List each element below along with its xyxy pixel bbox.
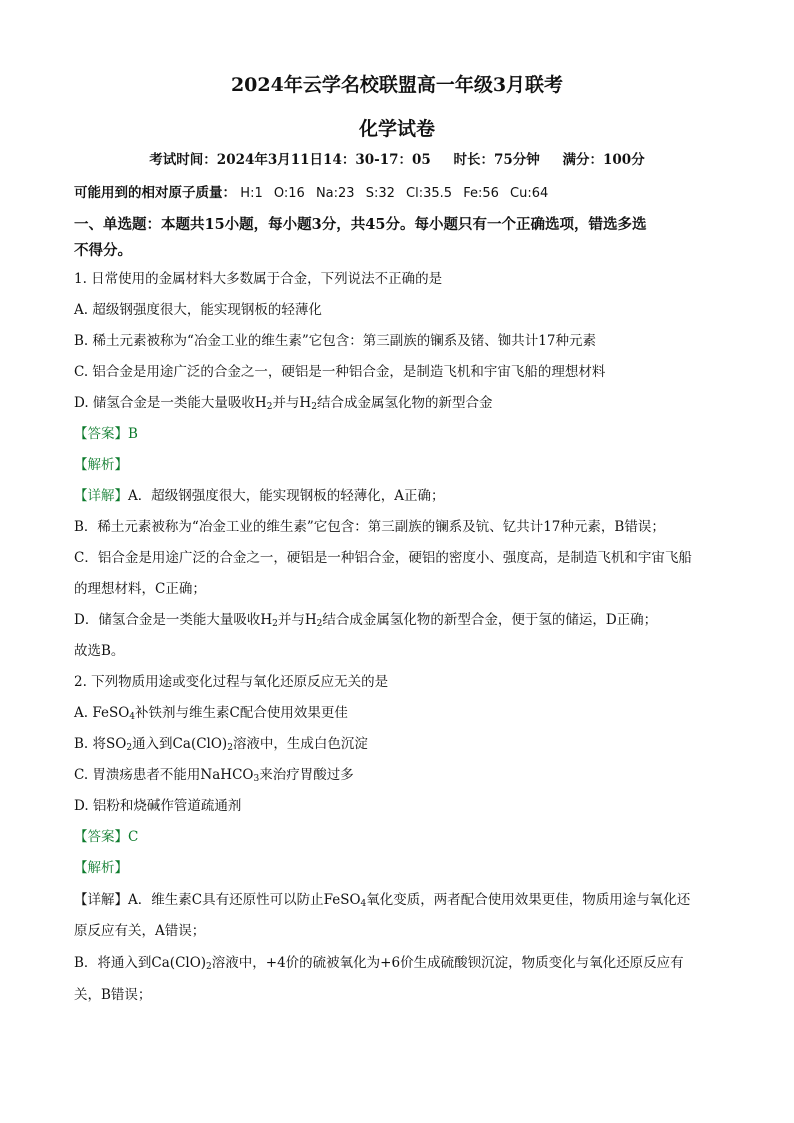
- question-1-option-d: [74, 391, 724, 411]
- question-2-detail-a: [74, 888, 724, 908]
- subscript: 3: [253, 774, 260, 784]
- text-segment: B．将通入到Ca(ClO): [74, 955, 207, 971]
- exam-duration: 时长：75分钟: [453, 152, 540, 168]
- atomic-mass-item: Cu:64: [510, 186, 549, 201]
- text-segment: 【详解】A．维生素C具有还原性可以防止FeSO: [74, 892, 361, 908]
- question-1-conclusion: 故选B。: [74, 643, 125, 659]
- atomic-mass-item: Fe:56: [463, 186, 499, 201]
- question-2-analysis-label: 【解析】: [74, 860, 128, 876]
- exam-time: 考试时间：2024年3月11日14：30-17：05: [149, 152, 431, 168]
- section-heading: 一、单选题：本题共15小题，每小题3分，共45分。每小题只有一个正确选项，错选多选: [74, 216, 647, 233]
- text-segment: 溶液中，+4价的硫被氧化为+6价生成硫酸钡沉淀，物质变化与氧化还原反应有: [211, 955, 684, 971]
- text-segment: D. 储氢合金是一类能大量吸收H: [74, 395, 267, 411]
- question-2-answer: 【答案】C: [74, 829, 139, 845]
- question-2-option-b: [74, 732, 724, 752]
- atomic-mass-item: O:16: [273, 186, 305, 201]
- question-1-detail-a: [74, 484, 724, 504]
- subscript: 2: [126, 743, 133, 753]
- question-1-detail-b: B．稀土元素被称为“冶金工业的维生素”它包含：第三副族的镧系及钪、钇共计17种元素，B错误；: [74, 519, 665, 535]
- text-segment: C. 胃溃疡患者不能用NaHCO: [74, 767, 254, 783]
- section-heading-cont: 不得分。: [74, 242, 132, 259]
- text-segment: 并与H: [277, 612, 317, 628]
- detail-text: A．超级钢强度很大，能实现钢板的轻薄化，A正确；: [128, 488, 445, 504]
- text-segment: 并与H: [272, 395, 312, 411]
- text-segment: 来治疗胃酸过多: [259, 767, 354, 783]
- subscript: 4: [360, 899, 367, 909]
- text-segment: 补铁剂与维生素C配合使用效果更佳: [135, 705, 348, 721]
- question-1-analysis-label: 【解析】: [74, 457, 128, 473]
- text-segment: 通入到Ca(ClO): [132, 736, 228, 752]
- text-segment: 结合成金属氢化物的新型合金: [316, 395, 493, 411]
- question-1-option-b: B. 稀土元素被称为“冶金工业的维生素”它包含：第三副族的镧系及锗、铷共计17种元素: [74, 333, 596, 349]
- text-segment: B. 将SO: [74, 736, 127, 752]
- exam-info: [0, 148, 794, 168]
- question-1-detail-d: [74, 608, 724, 628]
- subscript: 4: [129, 712, 135, 722]
- subscript: 2: [311, 402, 317, 412]
- question-1-answer: 【答案】B: [74, 426, 138, 442]
- text-segment: D．储氢合金是一类能大量吸收H: [74, 612, 273, 628]
- text-segment: 氧化变质，两者配合使用效果更佳，物质用途与氧化还: [366, 892, 691, 908]
- question-1-option-c: C. 铝合金是用途广泛的合金之一，硬铝是一种铝合金，是制造飞机和宇宙飞船的理想材料: [74, 364, 606, 380]
- subject-title: 化学试卷: [358, 118, 435, 140]
- detail-tag: 【详解】: [74, 488, 128, 504]
- atomic-mass-item: H:1: [240, 186, 263, 201]
- atomic-mass-item: Na:23: [315, 186, 355, 201]
- question-2-option-d: D. 铝粉和烧碱作管道疏通剂: [74, 798, 242, 814]
- atomic-mass-item: Cl:35.5: [406, 186, 453, 201]
- question-2-stem: 2. 下列物质用途或变化过程与氧化还原反应无关的是: [74, 674, 389, 690]
- atomic-mass-values: [240, 186, 555, 201]
- subscript: 2: [266, 402, 273, 412]
- question-1-detail-c: C．铝合金是用途广泛的合金之一，硬铝是一种铝合金，硬铝的密度小、强度高，是制造飞机和宇宙飞船: [74, 550, 692, 566]
- question-2-detail-b-cont: 关，B错误；: [74, 987, 152, 1003]
- question-1-detail-c-cont: 的理想材料，C正确；: [74, 581, 206, 597]
- atomic-mass-item: S:32: [365, 186, 395, 201]
- subscript: 2: [206, 962, 212, 972]
- question-2-option-a: [74, 701, 724, 721]
- subscript: 2: [316, 619, 323, 629]
- atomic-mass-label: 可能用到的相对原子质量：: [74, 185, 236, 201]
- subscript: 2: [227, 743, 233, 753]
- question-1-option-a: A. 超级钢强度很大，能实现钢板的轻薄化: [74, 302, 322, 318]
- atomic-mass-line: [74, 181, 724, 201]
- question-2-option-c: [74, 763, 724, 783]
- question-2-detail-a-cont: 原反应有关，A错误；: [74, 923, 206, 939]
- exam-title: 2024年云学名校联盟高一年级3月联考: [230, 74, 564, 96]
- question-1-stem: 1. 日常使用的金属材料大多数属于合金，下列说法不正确的是: [74, 271, 443, 287]
- text-segment: 结合成金属氢化物的新型合金，便于氢的储运，D正确；: [322, 612, 658, 628]
- subscript: 2: [272, 619, 278, 629]
- text-segment: A. FeSO: [74, 705, 130, 721]
- question-2-detail-b: [74, 951, 724, 971]
- exam-full-score: 满分：100分: [562, 152, 645, 168]
- text-segment: 溶液中，生成白色沉淀: [232, 736, 368, 752]
